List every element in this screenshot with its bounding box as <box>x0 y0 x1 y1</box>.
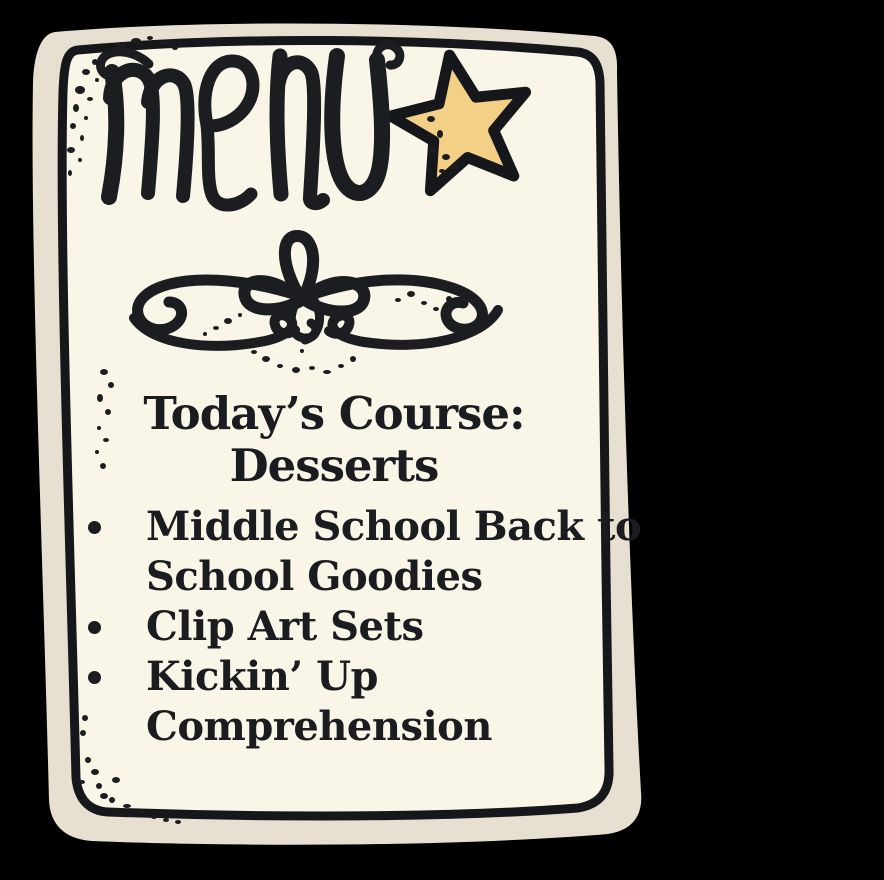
list-item-line: School Goodies <box>146 553 483 600</box>
heading-line-2: Desserts <box>229 439 439 492</box>
list-item <box>88 502 641 602</box>
list-item-line: Middle School Back to <box>146 503 642 550</box>
list-item-text <box>146 652 492 752</box>
bullet-icon <box>88 621 101 634</box>
list-item-line: Comprehension <box>146 703 492 750</box>
list-item-line: Kickin’ Up <box>146 653 379 700</box>
list-item-text <box>146 602 423 652</box>
list-item <box>88 652 641 752</box>
bullet-icon <box>88 521 101 534</box>
list-item <box>88 602 641 652</box>
list-item-line: Clip Art Sets <box>146 603 424 650</box>
list-item-text <box>146 502 641 602</box>
course-list <box>88 502 641 752</box>
bullet-icon <box>88 671 101 684</box>
course-heading <box>58 388 610 492</box>
heading-line-1: Today’s Course: <box>143 387 525 440</box>
